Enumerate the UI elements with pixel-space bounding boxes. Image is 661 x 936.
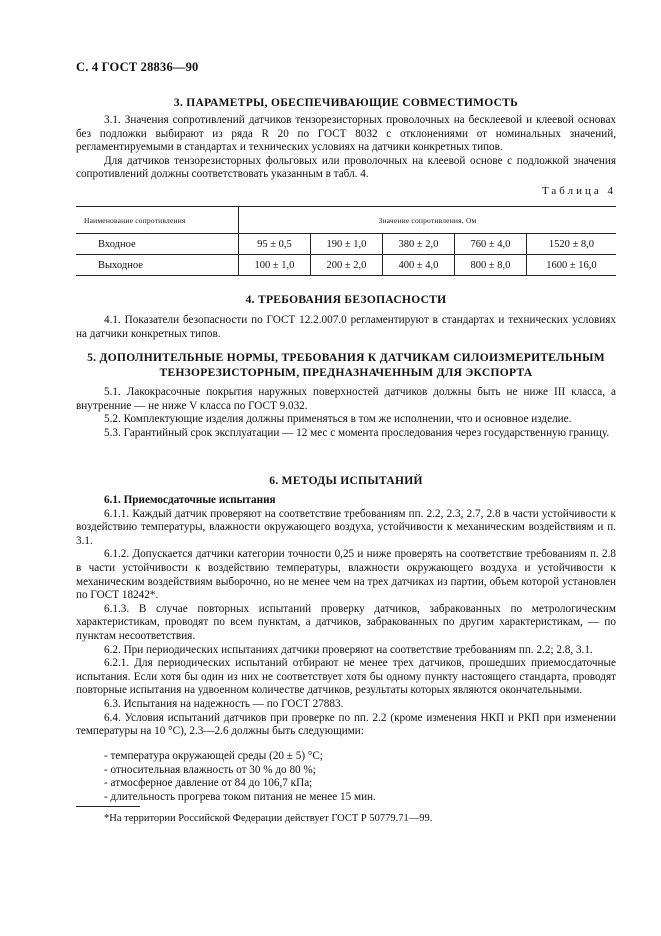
table-cell: 380 ± 2,0 xyxy=(382,234,454,255)
list-item: - длительность прогрева током питания не менее 15 мин. xyxy=(104,790,376,803)
paragraph-3-1: 3.1. Значения сопротивлений датчиков тензорезисторных проволочных на бесклеевой и клеевой основах без подложки выбирают из ряда R 20 по ГОСТ 8032 с отклонениями от номинальных значений, регламентируемыми в стандартах и технических условиях на датчики конкретных типов. xyxy=(76,114,616,154)
paragraph-5-3: 5.3. Гарантийный срок эксплуатации — 12 мес с момента проследования через государственную границу. xyxy=(104,426,610,439)
table-caption: Таблица 4 xyxy=(541,185,616,197)
paragraph-6-1-3: 6.1.3. В случае повторных испытаний проверку датчиков, забракованных по метрологическим характеристикам, проводят по всем пунктам, а датчиков, забракованных по другим характеристикам, — по пунктам несоответствия. xyxy=(76,602,616,642)
paragraph-5-2: 5.2. Комплектующие изделия должны применяться в том же исполнении, что и основное изделие. xyxy=(104,413,572,426)
table-header-values: Значение сопротивления, Ом xyxy=(239,207,617,234)
table-cell: 190 ± 1,0 xyxy=(310,234,382,255)
paragraph-6-2-1: 6.2.1. Для периодических испытаний отбирают не менее трех датчиков, прошедших приемосдаточные испытания. Если хотя бы один из них не соответствует хотя бы одному пункту настоящего стандарта, проводят повторные испытания на удвоенном количестве датчиков, результаты которых являются окончательными. xyxy=(76,657,616,697)
section-3-title: 3. ПАРАМЕТРЫ, ОБЕСПЕЧИВАЮЩИЕ СОВМЕСТИМОСТЬ xyxy=(173,97,519,109)
section-5-title-line-1: 5. ДОПОЛНИТЕЛЬНЫЕ НОРМЫ, ТРЕБОВАНИЯ К ДАТЧИКАМ СИЛОИЗМЕРИТЕЛЬНЫМ xyxy=(87,352,605,364)
section-5-text xyxy=(76,386,616,440)
paragraph-6-4: 6.4. Условия испытаний датчиков при проверке по пп. 2.2 (кроме изменения НКП и РКП при изменении температуры на 10 °С), 2.3—2.6 должны быть следующими: xyxy=(76,711,616,738)
section-3-text xyxy=(76,114,616,182)
section-5-title xyxy=(76,351,616,381)
list-item: - температура окружающей среды (20 ± 5) °С; xyxy=(104,750,323,762)
table-4 xyxy=(76,206,616,276)
table-row xyxy=(76,234,616,255)
table-cell: 1600 ± 16,0 xyxy=(526,255,616,276)
table-cell: 800 ± 8,0 xyxy=(454,255,526,276)
paragraph-5-1: 5.1. Лакокрасочные покрытия наружных поверхностей датчиков должны быть не ниже III класса, а внутренние — не ниже V класса по ГОСТ 9.032. xyxy=(76,386,616,412)
test-conditions-list xyxy=(104,750,376,804)
section-6-text xyxy=(76,494,616,739)
section-6-title: 6. МЕТОДЫ ИСПЫТАНИЙ xyxy=(269,475,423,487)
table-row xyxy=(76,255,616,276)
paragraph-6-2: 6.2. При периодических испытаниях датчики проверяют на соответствие требованиям пп. 2.2; 2.8, 3.1. xyxy=(104,643,593,656)
footnote-divider xyxy=(76,806,140,807)
subsection-6-1-title: 6.1. Приемосдаточные испытания xyxy=(104,494,276,506)
table-cell: 200 ± 2,0 xyxy=(310,255,382,276)
paragraph-4-1: 4.1. Показатели безопасности по ГОСТ 12.2.007.0 регламентируют в стандартах и технических условиях на датчики конкретных типов. xyxy=(76,314,616,340)
table-cell: Входное xyxy=(76,234,239,255)
table-cell: 1520 ± 8,0 xyxy=(526,234,616,255)
section-4-title: 4. ТРЕБОВАНИЯ БЕЗОПАСНОСТИ xyxy=(245,294,447,306)
paragraph-6-1-2: 6.1.2. Допускается датчики категории точности 0,25 и ниже проверять на соответствие требованиям п. 2.8 в части устойчивости к воздействию температуры, влажности окружающего воздуха и устойчивости к механическим воздействиям выборочно, но не менее чем на трех датчиках из партии, объем которой установлен по ГОСТ 18242*. xyxy=(76,548,616,602)
table-cell: 100 ± 1,0 xyxy=(239,255,311,276)
section-4-text xyxy=(76,314,616,341)
paragraph-3-1-b: Для датчиков тензорезисторных фольговых или проволочных на клеевой основе с подложкой значения сопротивлений должны соответствовать указанным в табл. 4. xyxy=(76,154,616,181)
page-header: С. 4 ГОСТ 28836—90 xyxy=(76,60,199,74)
paragraph-6-3: 6.3. Испытания на надежность — по ГОСТ 27883. xyxy=(104,697,344,710)
table-cell: 95 ± 0,5 xyxy=(239,234,311,255)
table-cell: 400 ± 4,0 xyxy=(382,255,454,276)
list-item: - относительная влажность от 30 % до 80 %; xyxy=(104,763,316,776)
section-5-title-line-2: ТЕНЗОРЕЗИСТОРНЫМ, ПРЕДНАЗНАЧЕННЫМ ДЛЯ ЭКСПОРТА xyxy=(159,367,533,379)
paragraph-6-1-1: 6.1.1. Каждый датчик проверяют на соответствие требованиям пп. 2.2, 2.3, 2.7, 2.8 в части устойчивости к воздействию температуры, влажности окружающего воздуха, устойчивости к механическим воздействиям и п. 3.1. xyxy=(76,507,616,547)
table-header-name: Наименование сопротивления xyxy=(76,207,239,234)
list-item: - атмосферное давление от 84 до 106,7 кПа; xyxy=(104,777,313,790)
footnote: *На территории Российской Федерации действует ГОСТ Р 50779.71—99. xyxy=(104,813,433,824)
table-cell: Выходное xyxy=(98,259,143,271)
table-cell: 760 ± 4,0 xyxy=(454,234,526,255)
